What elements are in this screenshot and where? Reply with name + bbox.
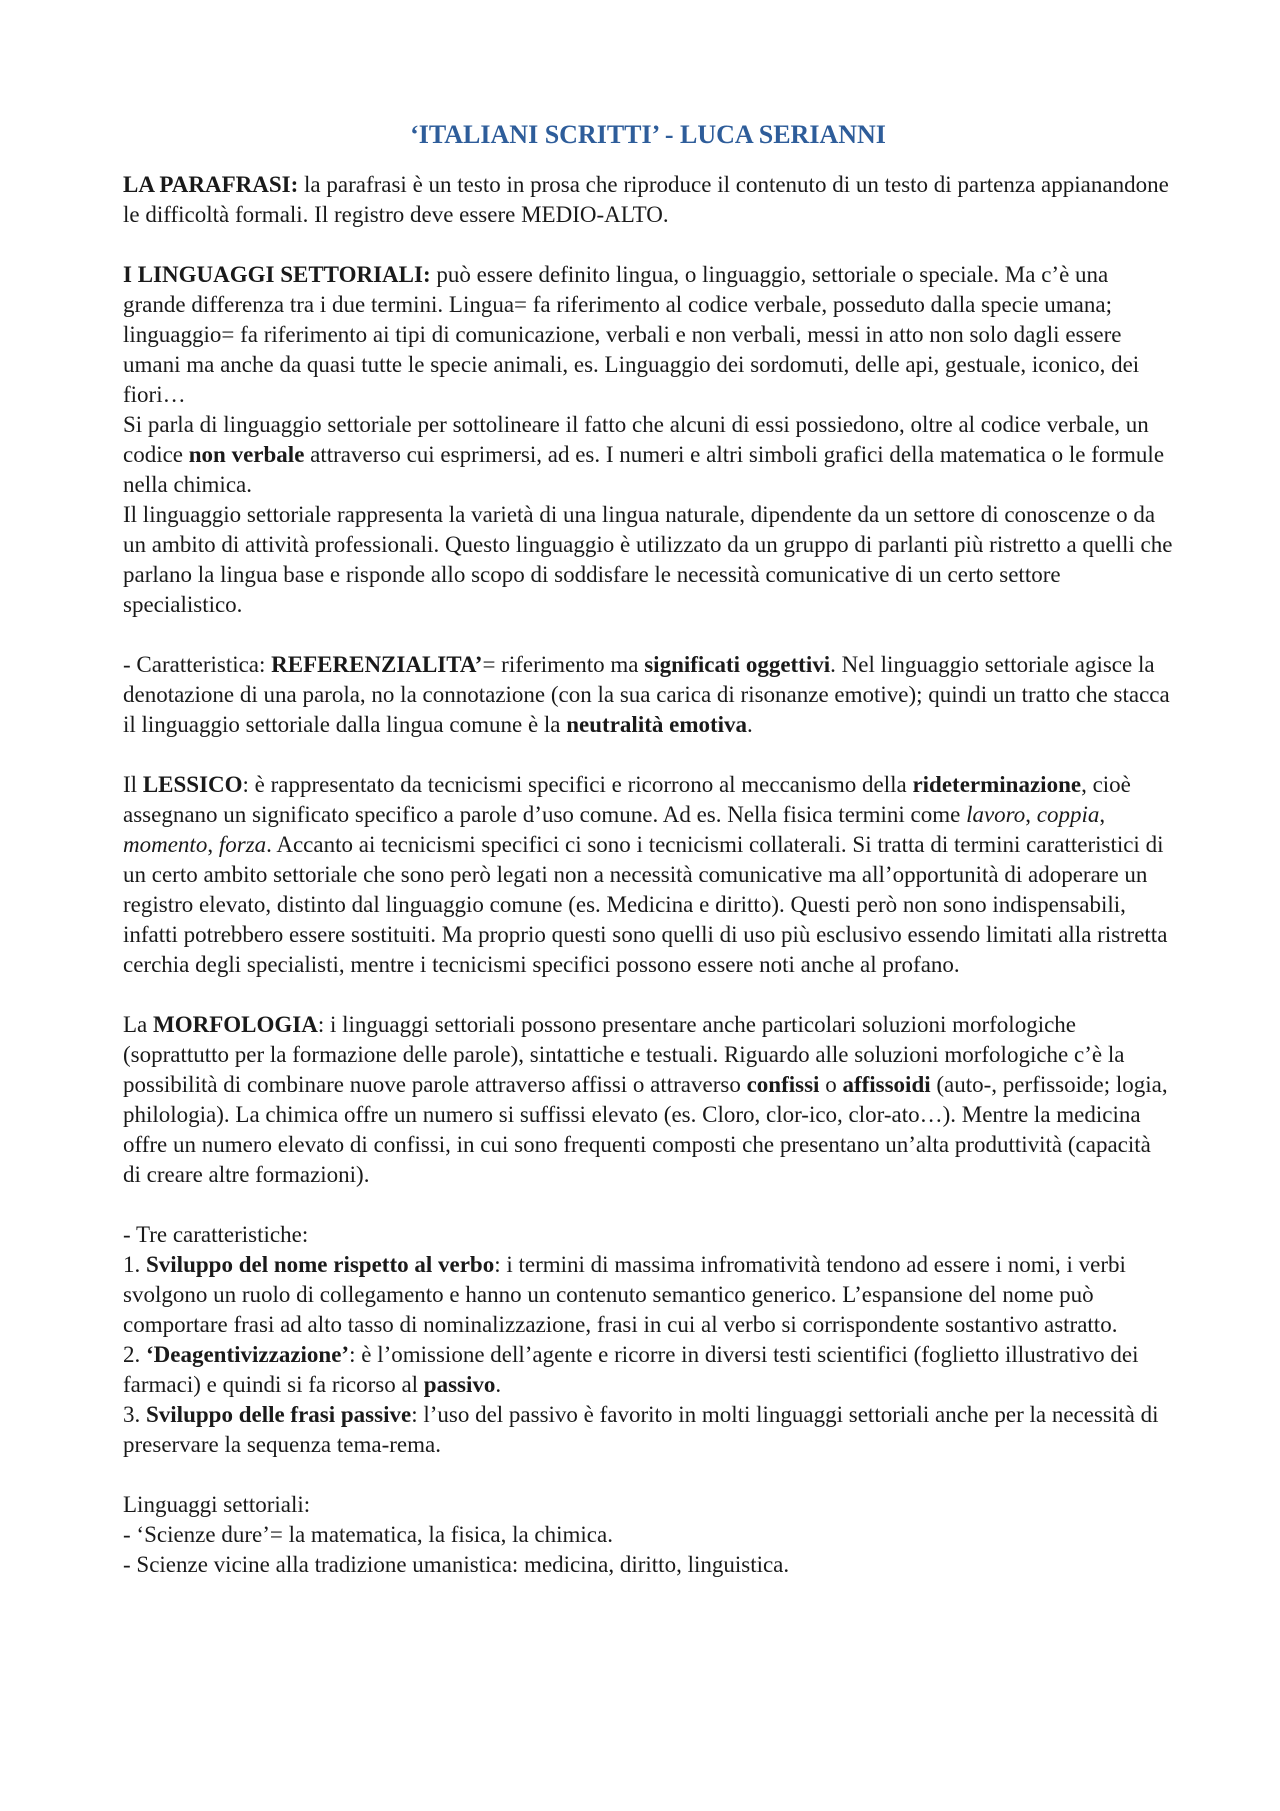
list-item: 2. ‘Deagentivizzazione’: è l’omissione dell’agente e ricorre in diversi testi scientifici (foglietto illustrativo dei farmaci) e quindi si fa ricorso al passivo. — [123, 1342, 1139, 1397]
paragraph-linguaggi-2: Si parla di linguaggio settoriale per sottolineare il fatto che alcuni di essi possiedono, oltre al codice verbale, un codice non verbale attraverso cui esprimersi, ad es. I numeri e altri simboli grafici della matematica o le formule nella chimica. — [123, 412, 1165, 497]
list-item: 3. Sviluppo delle frasi passive: l’uso del passivo è favorito in molti linguaggi settoriali anche per la necessità di preservare la sequenza tema-rema. — [123, 1402, 1159, 1457]
paragraph-linguaggi-3: Il linguaggio settoriale rappresenta la varietà di una lingua naturale, dipendente da un settore di conoscenze o da un ambito di attività professionali. Questo linguaggio è utilizzato da un gruppo di parlanti più ristretto a quelli che parlano la lingua base e risponde allo scopo di soddisfare le necessità comunicative di un certo settore specialistico. — [123, 502, 1173, 617]
page-title: ‘ITALIANI SCRITTI’ - LUCA SERIANNI — [410, 120, 886, 149]
list-item: - Scienze vicine alla tradizione umanistica: medicina, diritto, linguistica. — [123, 1552, 790, 1577]
list-item: 1. Sviluppo del nome rispetto al verbo: i termini di massima infromatività tendono ad essere i nomi, i verbi svolgono un ruolo di collegamento e hanno un contenuto semantico generico. L’espansione del nome può comportare frasi ad alto tasso di nominalizzazione, frasi in cui al verbo si corrispondente sostantivo astratto. — [123, 1252, 1126, 1337]
list-item: - ‘Scienze dure’= la matematica, la fisica, la chimica. — [123, 1522, 613, 1547]
paragraph-lessico: Il LESSICO: è rappresentato da tecnicismi specifici e ricorrono al meccanismo della rideterminazione, cioè assegnano un significato specifico a parole d’uso comune. Ad es. Nella fisica termini come lavoro, coppia, momento, forza. Accanto ai tecnicismi specifici ci sono i tecnicismi collaterali. Si tratta di termini caratteristici di un certo ambito settoriale che sono però legati non a necessità comunicative ma all’opportunità di adoperare un registro elevato, distinto dal linguaggio comune (es. Medicina e diritto). Questi però non sono indispensabili, infatti potrebbero essere sostituiti. Ma proprio questi sono quelli di uso più esclusivo essendo limitati alla ristretta cerchia degli specialisti, mentre i tecnicismi specifici possono essere noti anche al profano. — [123, 772, 1168, 977]
heading-parafrasi: LA PARAFRASI: — [123, 172, 299, 197]
paragraph-morfologia: La MORFOLOGIA: i linguaggi settoriali possono presentare anche particolari soluzioni morfologiche (soprattutto per la formazione delle parole), sintattiche e testuali. Riguardo alle soluzioni morfologiche c’è la possibilità di combinare nuove parole attraverso affissi o attraverso confissi o affissoidi (auto-, perfissoide; logia, philologia). La chimica offre un numero si suffissi elevato (es. Cloro, clor-ico, clor-ato…). Mentre la medicina offre un numero elevato di confissi, in cui sono frequenti composti che presentano un’alta produttività (capacità di creare altre formazioni). — [123, 1012, 1168, 1187]
document-page — [123, 118, 1173, 1580]
paragraph-linguaggi-1: I LINGUAGGI SETTORIALI: può essere definito lingua, o linguaggio, settoriale o speciale. Ma c’è una grande differenza tra i due termini. Lingua= fa riferimento al codice verbale, posseduto dalla specie umana; linguaggio= fa riferimento ai tipi di comunicazione, verbali e non verbali, messi in atto non solo dagli essere umani ma anche da quasi tutte le specie animali, es. Linguaggio dei sordomuti, delle api, gestuale, iconico, dei fiori… — [123, 262, 1140, 407]
paragraph-parafrasi: LA PARAFRASI: la parafrasi è un testo in prosa che riproduce il contenuto di un testo di partenza appianandone le difficoltà formali. Il registro deve essere MEDIO-ALTO. — [123, 172, 1169, 227]
linguaggi-settoriali-intro: Linguaggi settoriali: — [123, 1492, 311, 1517]
heading-linguaggi: I LINGUAGGI SETTORIALI: — [123, 262, 431, 287]
paragraph-caratteristica: - Caratteristica: REFERENZIALITA’= riferimento ma significati oggettivi. Nel linguaggio settoriale agisce la denotazione di una parola, no la connotazione (con la sua carica di risonanze emotive); quindi un tratto che stacca il linguaggio settoriale dalla lingua comune è la neutralità emotiva. — [123, 652, 1170, 737]
tre-caratteristiche-intro: - Tre caratteristiche: — [123, 1222, 309, 1247]
